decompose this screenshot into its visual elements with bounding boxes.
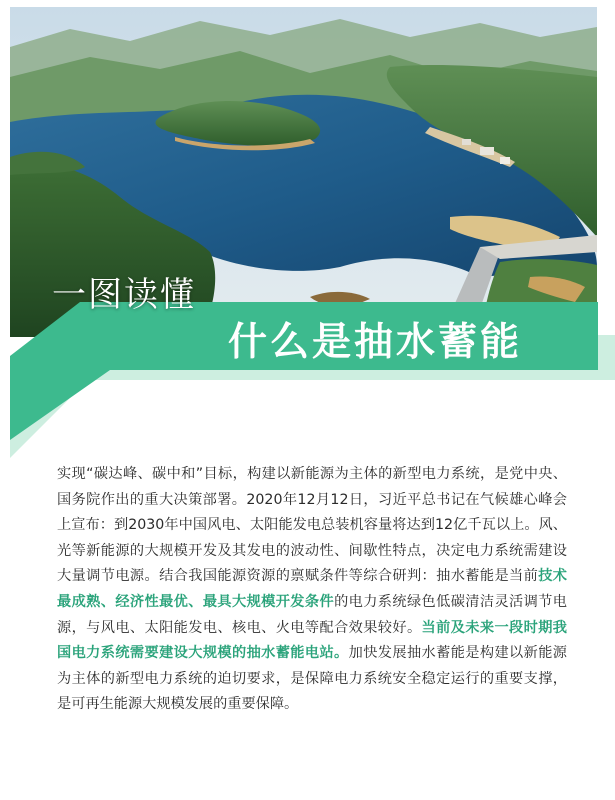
highlight-text-segment: 技术最成熟、经济性最优、最具大规模开发条件 [57,568,567,610]
highlight-text-segment: 当前及未来一段时期我国电力系统需要建设大规模的抽水蓄能电站。 [57,619,567,662]
title-line1: 一图读懂 [52,275,196,315]
body-text-segment: 的电力系统绿色低碳清洁灵活调节电源，与风电、太阳能发电、核电、火电等配合效果较好。 [57,593,567,636]
body-paragraph [57,462,567,718]
body-text-segment: 实现“碳达峰、碳中和”目标，构建以新能源为主体的新型电力系统，是党中央、国务院作出的重大决策部署。2020年12月12日，习近平总书记在气候雄心峰会上宣布：到2030年中国风电、太阳能发电总装机容量将达到12亿千瓦以上。风、光等新能源的大规模开发及其发电的波动性、间歇性特点，决定电力系统需建设大量调节电源。结合我国能源资源的禀赋条件等综合研判：抽水蓄能是当前 [57,466,567,585]
title-line2: 什么是抽水蓄能 [228,320,523,365]
body-text-segment: 加快发展抽水蓄能是构建以新能源为主体的新型电力系统的迫切要求，是保障电力系统安全稳定运行的重要支撑，是可再生能源大规模发展的重要保障。 [57,645,567,713]
